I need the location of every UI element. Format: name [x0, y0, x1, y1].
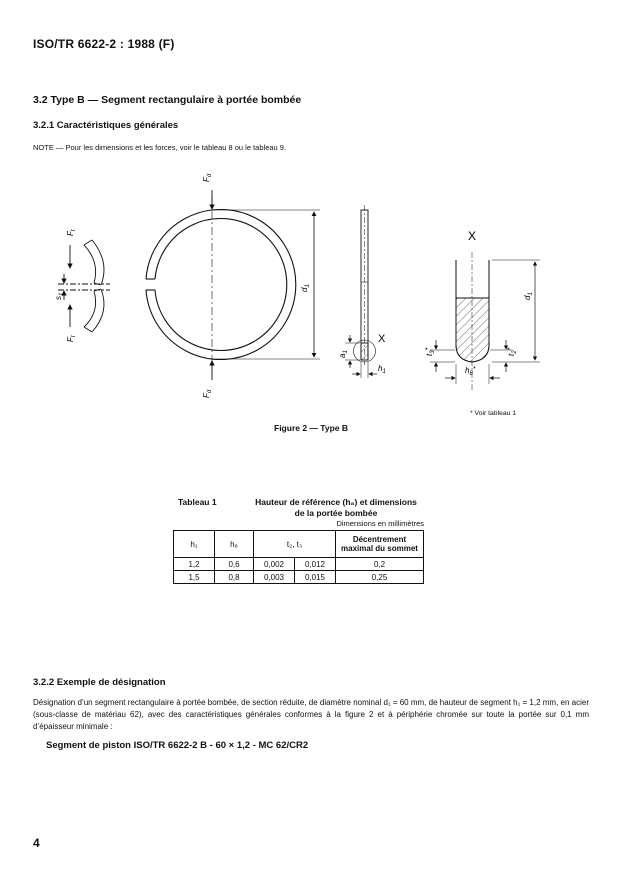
document-header: ISO/TR 6622-2 : 1988 (F)	[33, 37, 175, 51]
table-title: Hauteur de référence (h₈) et dimensions de la portée bombée	[255, 497, 417, 518]
label-s1: $s_1$	[54, 292, 65, 300]
subsection-heading-1: 3.2.1 Caractéristiques générales	[33, 120, 179, 131]
col-h1: h₁	[174, 531, 215, 558]
label-d1-detail: $d_1$	[523, 292, 534, 300]
table-number: Tableau 1	[178, 497, 217, 507]
label-t2: $t_2*$	[507, 347, 518, 356]
note-text: NOTE — Pour les dimensions et les forces, voir le tableau 8 ou le tableau 9.	[33, 143, 287, 152]
label-x-small: X	[378, 333, 386, 345]
figure-caption: Figure 2 — Type B	[274, 423, 348, 433]
gap-detail	[58, 240, 110, 332]
label-ft-top: $F_t$	[66, 229, 77, 236]
label-fd-top: $F_d$	[202, 173, 213, 182]
col-decentrement: Décentrement maximal du sommet	[336, 531, 424, 558]
label-h8: $h_8*$	[465, 366, 476, 377]
table-header-row	[174, 531, 424, 558]
subsection-heading-2: 3.2.2 Exemple de désignation	[33, 677, 166, 688]
table-units: Dimensions en millimètres	[336, 519, 424, 528]
section-heading: 3.2 Type B — Segment rectangulaire à portée bombée	[33, 94, 302, 106]
table-1	[173, 530, 424, 584]
label-a1: $a_1$	[338, 350, 349, 358]
col-t2-t3: t₂, t₃	[254, 531, 336, 558]
label-d1: $d_1$	[300, 284, 311, 292]
label-t3: $t_3*$	[425, 347, 436, 356]
detail-x-view	[430, 252, 540, 392]
label-fd-bottom: $F_d$	[202, 389, 213, 398]
ring-side-view	[345, 205, 377, 378]
designation-example: Segment de piston ISO/TR 6622-2 B - 60 × 1,2 - MC 62/CR2	[46, 740, 309, 751]
figure-footnote: * Voir tableau 1	[470, 410, 517, 417]
table-row: 1,2 0,6 0,002 0,012 0,2	[174, 558, 424, 571]
table-row: 1,5 0,8 0,003 0,015 0,25	[174, 571, 424, 584]
label-x-detail: X	[468, 229, 477, 243]
designation-paragraph: Désignation d’un segment rectangulaire à portée bombée, de section réduite, de diamètre nominal d₁ = 60 mm, de hauteur de segment h₁ = 1,2 mm, en acier (sous-classe de matériau 62), avec des caractéristiques générales conformes à la figure 2 et à périphérie chromée sur toute la portée sur 0,1 mm d’épaisseur minimale :	[33, 698, 589, 731]
label-ft-bottom: $F_t$	[66, 335, 77, 342]
label-h1: $h_1$	[378, 364, 386, 375]
col-h8: h₈	[215, 531, 254, 558]
figure-2-drawing	[0, 165, 622, 425]
page-number: 4	[33, 836, 40, 850]
ring-front-view	[146, 190, 320, 380]
